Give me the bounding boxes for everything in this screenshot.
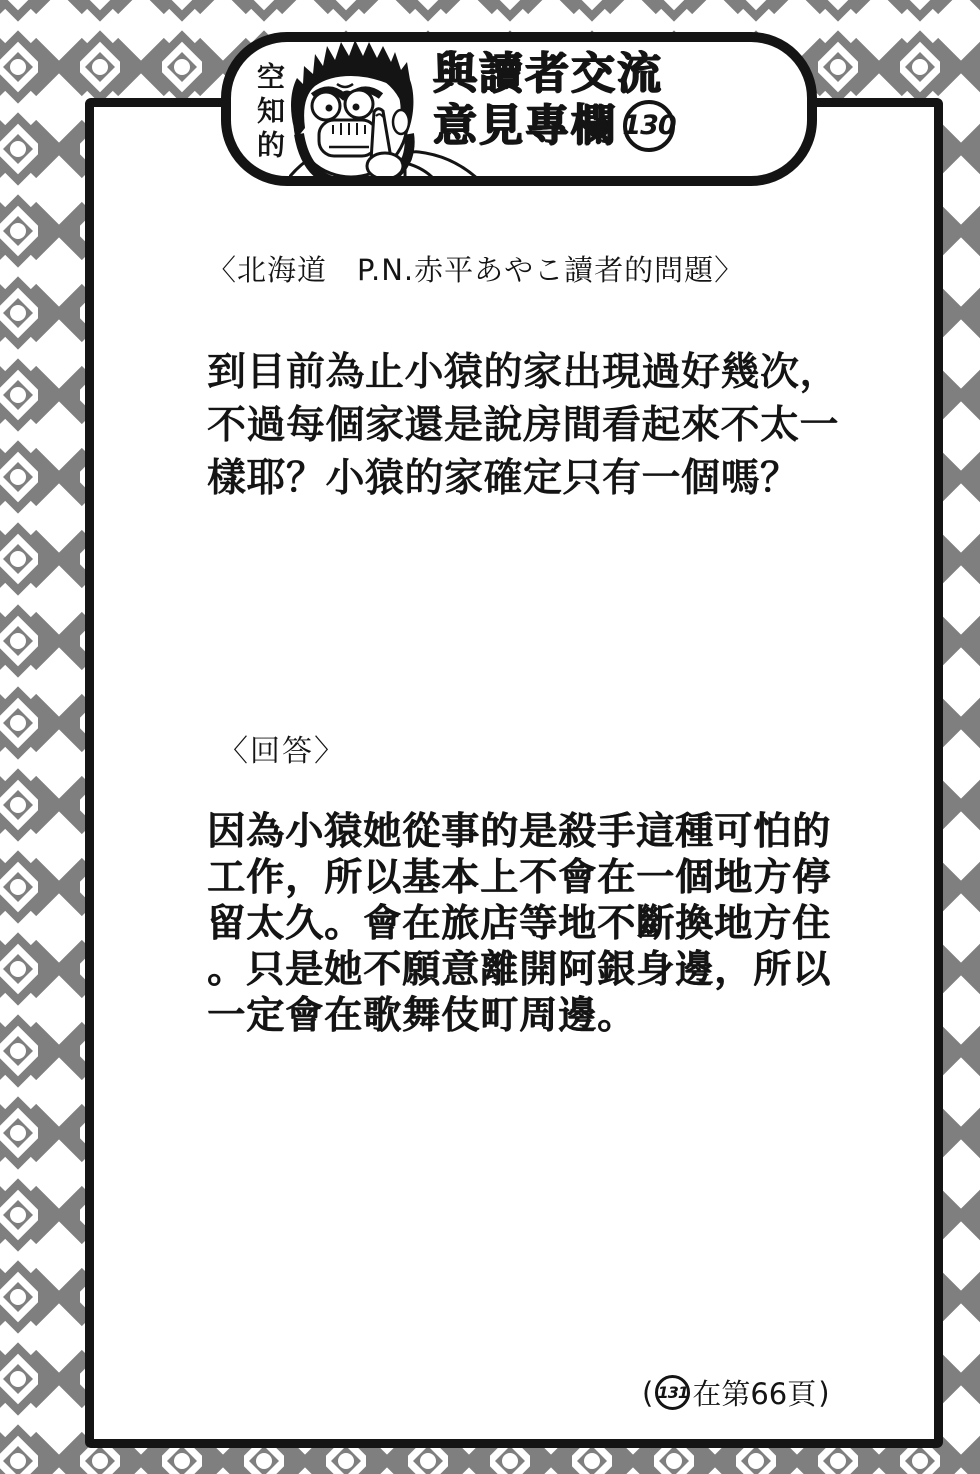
close-paren: ) bbox=[818, 1375, 830, 1410]
question-text bbox=[207, 346, 839, 505]
answer-line: 留太久。會在旅店等地不斷換地方住 bbox=[207, 901, 832, 945]
question-source: 〈北海道 P.N.赤平あやこ讀者的問題〉 bbox=[207, 253, 745, 287]
question-line: 不過每個家還是說房間看起來不太一 bbox=[207, 403, 840, 448]
column-title-line1: 與讀者交流 bbox=[433, 48, 663, 99]
open-paren: ( bbox=[642, 1375, 654, 1410]
answer-line: 工作，所以基本上不會在一個地方停 bbox=[207, 855, 832, 899]
author-name-vertical: 空知的 bbox=[253, 62, 286, 164]
next-page-text: 在第66頁 bbox=[692, 1377, 817, 1411]
answer-label: 〈回答〉 bbox=[218, 734, 346, 769]
next-issue-number-badge: 131 bbox=[655, 1375, 690, 1410]
answer-line: 。只是她不願意離開阿銀身邊，所以 bbox=[207, 947, 832, 991]
column-header-capsule bbox=[221, 32, 817, 186]
column-title-line2: 意見專欄 bbox=[433, 99, 617, 151]
question-line: 樣耶？小猿的家確定只有一個嗎？ bbox=[207, 456, 800, 501]
column-title bbox=[433, 48, 675, 152]
answer-line: 一定會在歌舞伎町周邊。 bbox=[207, 993, 637, 1037]
content-panel bbox=[85, 98, 943, 1448]
next-page-note bbox=[642, 1372, 830, 1413]
issue-number-badge: 130 bbox=[623, 100, 675, 152]
answer-line: 因為小猿她從事的是殺手這種可怕的 bbox=[207, 809, 832, 853]
answer-text bbox=[207, 808, 831, 1038]
question-line: 到目前為止小猿的家出現過好幾次， bbox=[207, 350, 840, 395]
